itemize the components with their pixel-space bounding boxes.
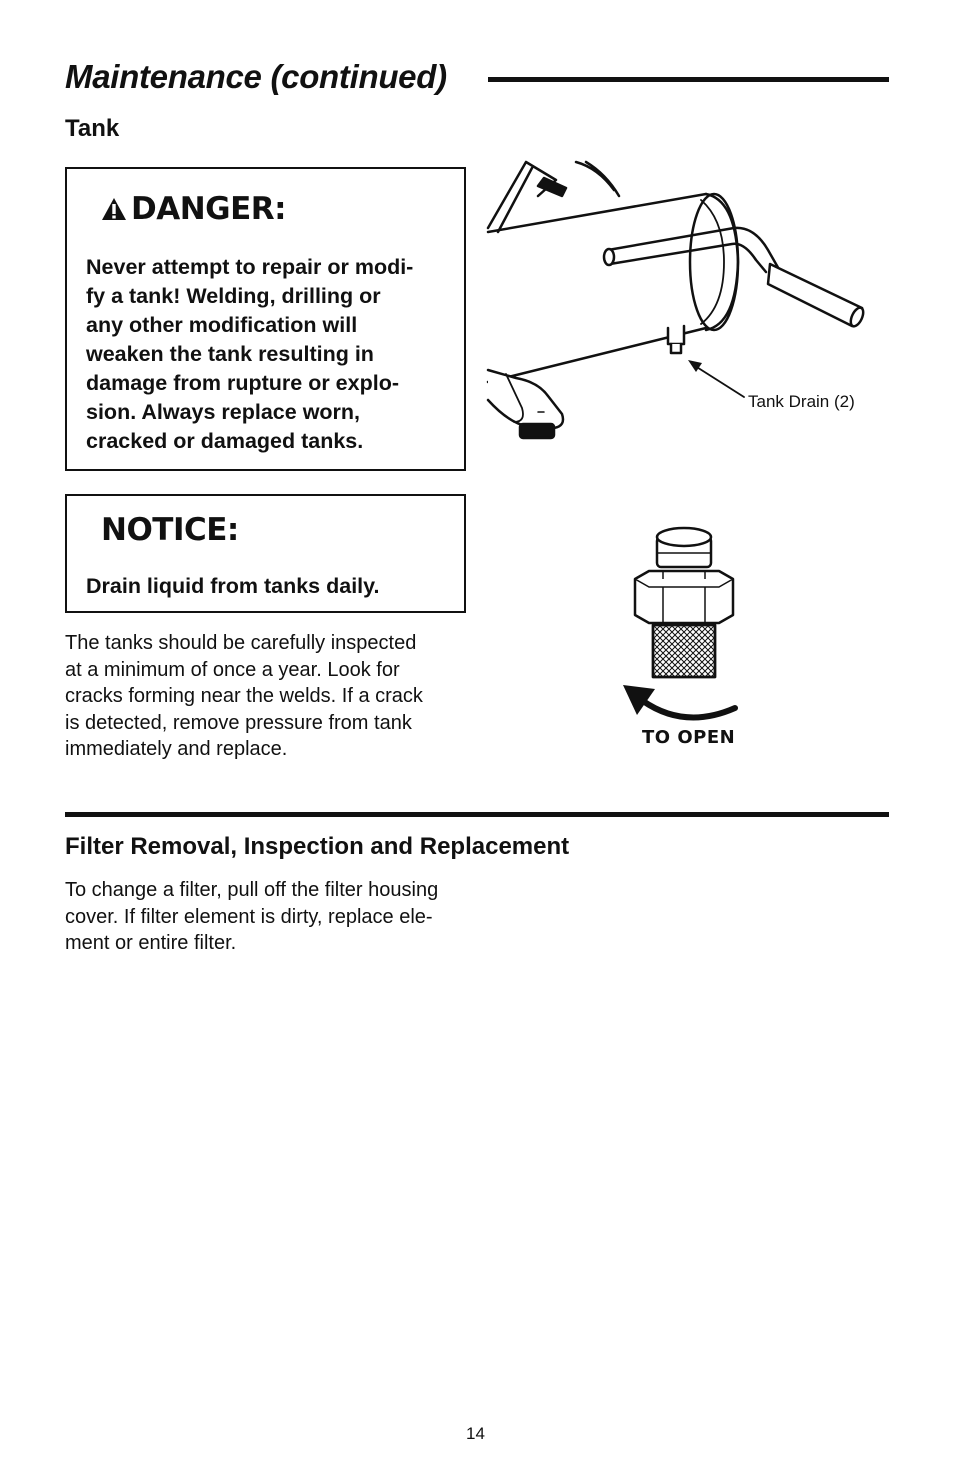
body-line: ment or entire filter. [65,932,237,955]
danger-line: Never attempt to repair or modi- [86,255,414,279]
tank-drain-callout: Tank Drain (2) [748,392,855,411]
danger-text [86,253,461,456]
danger-label: DANGER: [131,191,287,227]
warning-triangle-icon [101,197,127,221]
drain-valve-illustration [615,515,750,725]
danger-line: weaken the tank resulting in [86,342,374,366]
danger-line: cracked or damaged tanks. [86,429,364,453]
body-line: immediately and replace. [65,738,288,761]
body-line: cover. If filter element is dirty, replace ele- [65,905,433,928]
page-number: 14 [466,1424,485,1443]
page-title: Maintenance (continued) [65,58,447,95]
body-line: To change a filter, pull off the filter housing [65,879,439,901]
danger-line: any other modification will [86,313,358,337]
body-line: cracks forming near the welds. If a crack [65,685,423,708]
danger-line: fy a tank! Welding, drilling or [86,284,381,308]
section-heading-tank: Tank [65,115,120,142]
section-heading-filter: Filter Removal, Inspection and Replacement [65,833,570,860]
title-rule [488,77,889,82]
section-divider [65,812,889,817]
danger-heading [101,191,286,227]
notice-text: Drain liquid from tanks daily. [86,574,380,598]
notice-box [65,494,466,613]
filter-body-text [65,877,475,957]
body-line: is detected, remove pressure from tank [65,711,412,734]
body-line: The tanks should be carefully inspected [65,632,417,654]
tank-body-text [65,630,475,763]
danger-line: sion. Always replace worn, [86,400,361,424]
body-line: at a minimum of once a year. Look for [65,658,400,681]
danger-box [65,167,466,471]
to-open-caption: TO OPEN [642,727,736,748]
notice-label: NOTICE: [101,512,239,548]
notice-heading [101,512,239,548]
danger-line: damage from rupture or explo- [86,371,399,395]
